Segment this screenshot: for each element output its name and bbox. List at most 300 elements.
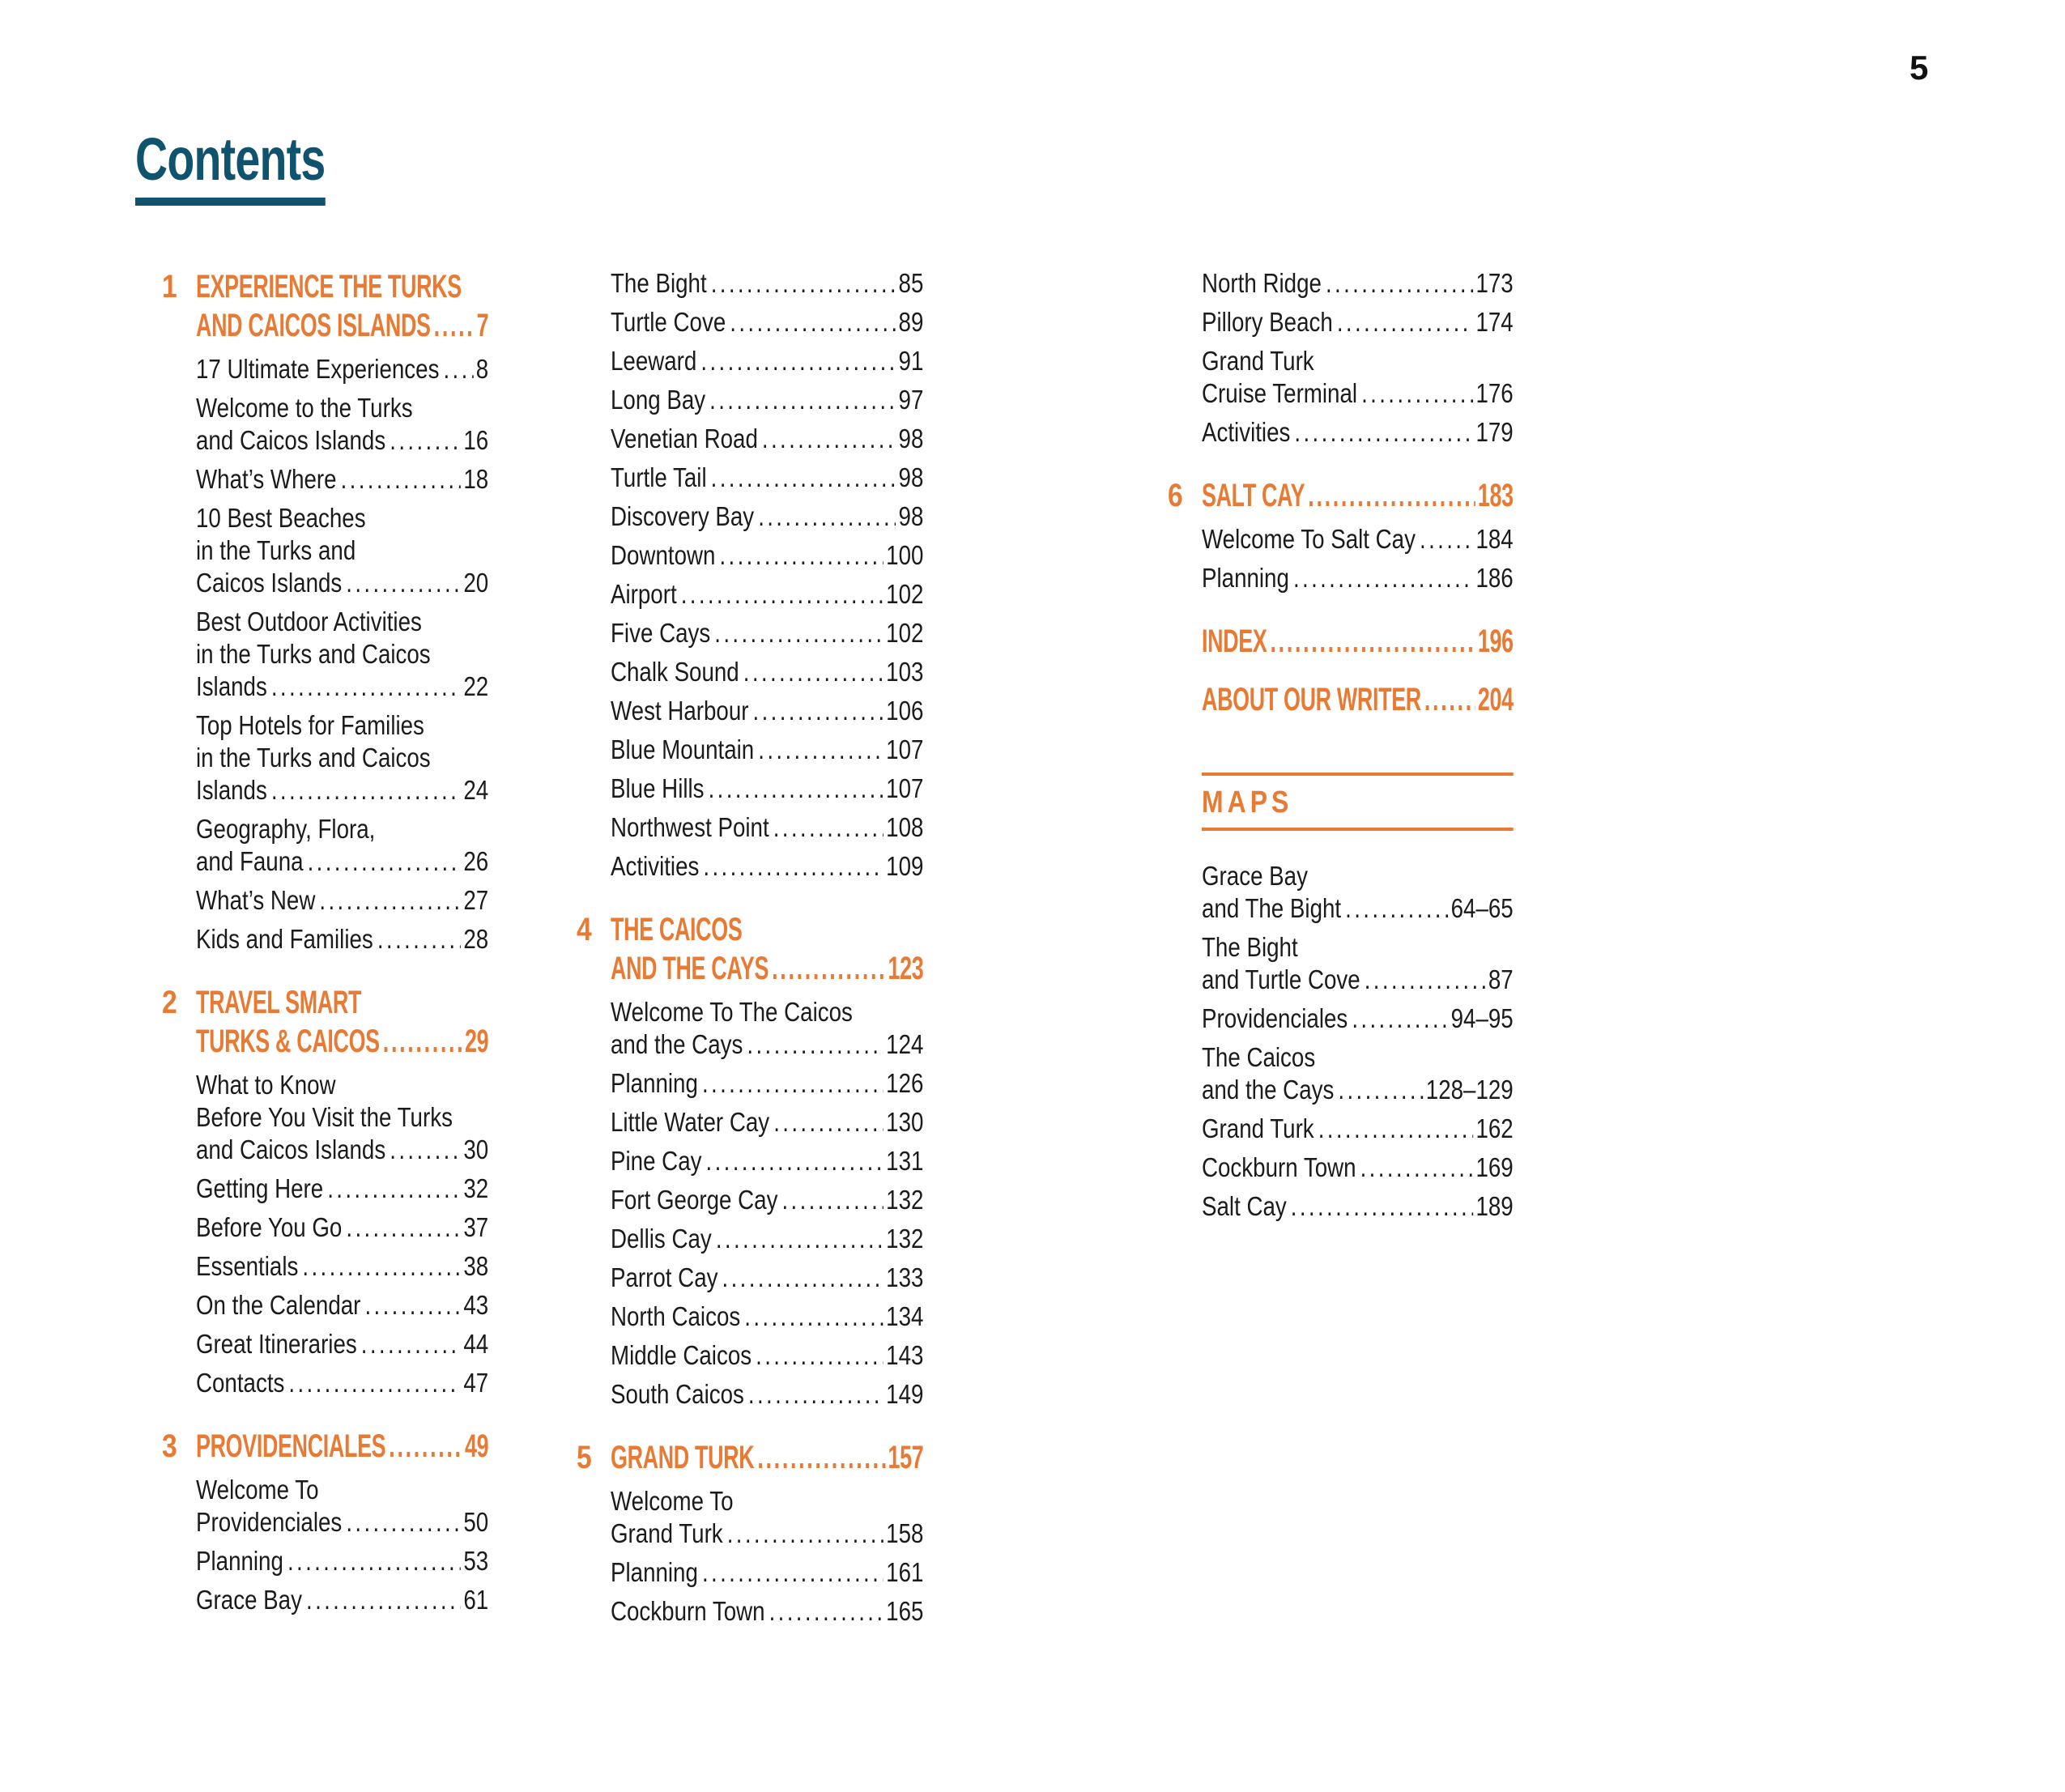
toc-entry: [162, 1584, 488, 1616]
dot-leader: [758, 500, 896, 533]
chapter-label: AND THE CAYS: [611, 951, 769, 986]
entry-line: [611, 773, 923, 805]
entry-line: [1202, 1151, 1514, 1184]
chapter-title-line: [611, 1438, 923, 1477]
entry-line: [611, 811, 923, 844]
dot-leader: [390, 1134, 461, 1166]
dot-leader: [1338, 1074, 1423, 1106]
toc-entry: [1168, 267, 1514, 300]
entry-page: 98: [898, 462, 924, 492]
entry-page: 179: [1475, 417, 1514, 447]
entry-label: Cruise Terminal: [1202, 378, 1358, 408]
map-entry: [1202, 1002, 1514, 1035]
toc-entry: [577, 1106, 923, 1139]
entry-label: Planning: [611, 1068, 698, 1098]
entry-label: Northwest Point: [611, 812, 769, 842]
entry-label: 17 Ultimate Experiences: [196, 354, 440, 384]
toc-entry: [577, 1595, 923, 1628]
chapter-line: [1202, 476, 1514, 515]
dot-leader: [1293, 562, 1473, 594]
chapter-label: TURKS & CAICOS: [196, 1024, 380, 1059]
entry-label: Pillory Beach: [1202, 307, 1333, 337]
dot-leader: [714, 617, 883, 649]
dot-leader: [377, 923, 461, 956]
chapter-line: [611, 1438, 923, 1477]
entry-line: [611, 1556, 923, 1589]
entry-label: Planning: [1202, 563, 1289, 593]
toc-entry: [577, 734, 923, 766]
dot-leader: [346, 567, 461, 599]
entry-line: Welcome To: [196, 1475, 319, 1505]
chapter-heading: [162, 267, 488, 345]
toc-entry: [577, 1184, 923, 1216]
toc-entry: [577, 1378, 923, 1411]
entry-line: Grace Bay: [1202, 861, 1308, 891]
dot-leader: [361, 1328, 461, 1360]
entry-page: 162: [1475, 1113, 1514, 1143]
chapter-page: 204: [1477, 682, 1514, 717]
entry-line: [611, 1339, 923, 1372]
toc-entry: [1168, 345, 1514, 410]
entry-label: Activities: [1202, 417, 1291, 447]
chapter-number: 3: [162, 1428, 177, 1464]
dot-leader: [709, 773, 883, 805]
dot-leader: [346, 1211, 461, 1244]
toc-entry: [162, 1545, 488, 1577]
entry-line: [611, 1223, 923, 1255]
entry-line: [1202, 964, 1514, 996]
entry-page: 98: [898, 501, 924, 531]
entry-line: Top Hotels for Families: [196, 710, 424, 740]
entry-line: [1202, 523, 1514, 555]
entry-line: Welcome To: [611, 1486, 734, 1516]
entry-label: Islands: [196, 775, 267, 805]
dot-leader: [722, 1262, 883, 1294]
entry-line: in the Turks and Caicos: [196, 639, 431, 669]
chapter-block: [577, 1438, 923, 1628]
entry-label: Pine Cay: [611, 1146, 702, 1176]
entry-label: Welcome To Salt Cay: [1202, 524, 1416, 554]
entry-label: Salt Cay: [1202, 1191, 1287, 1221]
dot-leader: [434, 306, 475, 345]
entry-label: Airport: [611, 579, 677, 609]
entry-label: Blue Mountain: [611, 734, 755, 764]
entry-line: Geography, Flora,: [196, 814, 376, 844]
entry-label: Five Cays: [611, 618, 711, 648]
entry-label: Discovery Bay: [611, 501, 755, 531]
toc-entry: [162, 353, 488, 385]
entry-page: 102: [886, 579, 924, 609]
chapter-block: [162, 983, 488, 1399]
entry-line: [196, 670, 488, 703]
entry-line: [611, 850, 923, 883]
entry-page: 107: [886, 773, 924, 803]
chapter-page: 7: [476, 308, 489, 343]
toc-entry: [162, 1289, 488, 1322]
entry-page: 173: [1475, 268, 1514, 298]
entry-page: 43: [463, 1290, 489, 1320]
entry-page: 64–65: [1450, 893, 1514, 923]
entry-label: Grand Turk: [611, 1518, 723, 1548]
entry-line: [1202, 416, 1514, 449]
toc-entry: [1168, 416, 1514, 449]
dot-leader: [758, 734, 883, 766]
chapter-title-line: [1202, 680, 1514, 719]
chapter-heading: [1168, 680, 1514, 719]
dot-leader: [271, 670, 461, 703]
dot-leader: [1326, 267, 1473, 300]
entry-line: [611, 1300, 923, 1333]
entry-page: 27: [463, 885, 489, 915]
toc-entry: [577, 656, 923, 688]
entry-label: Long Bay: [611, 385, 706, 415]
toc-column: [1168, 267, 1514, 1223]
entry-page: 174: [1475, 307, 1514, 337]
entry-label: Planning: [611, 1557, 698, 1587]
toc-entry: [162, 1328, 488, 1360]
dot-leader: [288, 1367, 461, 1399]
entry-line: [611, 1067, 923, 1100]
dot-leader: [308, 845, 461, 878]
maps-header: [1202, 773, 1514, 831]
entry-line: [611, 306, 923, 338]
chapter-number: 2: [162, 985, 177, 1020]
toc-entry: [162, 1367, 488, 1399]
toc-entry: [162, 813, 488, 878]
entry-label: Getting Here: [196, 1173, 324, 1203]
toc-entry: [162, 884, 488, 917]
toc-column: [577, 267, 923, 1628]
entry-line: [196, 1367, 488, 1399]
toc-entry: [577, 500, 923, 533]
chapter-title-line: [196, 1427, 488, 1466]
entry-page: 134: [886, 1301, 924, 1331]
entry-label: Turtle Cove: [611, 307, 726, 337]
dot-leader: [1365, 964, 1486, 996]
dot-leader: [762, 423, 896, 455]
chapter-number: 5: [577, 1440, 592, 1475]
dot-leader: [1361, 377, 1473, 410]
page-title: [135, 126, 389, 206]
entry-page: 133: [886, 1262, 924, 1292]
toc-entry: [577, 850, 923, 883]
entry-label: Cockburn Town: [611, 1596, 765, 1626]
entry-page: 131: [886, 1146, 924, 1176]
entry-group: [577, 267, 923, 883]
chapter-label: INDEX: [1202, 624, 1267, 659]
entry-line: in the Turks and: [196, 535, 356, 565]
dot-leader: [346, 1506, 461, 1539]
entry-line: [196, 463, 488, 496]
entry-line: [196, 1211, 488, 1244]
dot-leader: [341, 463, 461, 496]
entry-page: 161: [886, 1557, 924, 1587]
chapter-title-line: [1202, 622, 1514, 661]
entry-page: 22: [463, 671, 489, 701]
maps-list: [1202, 860, 1514, 1223]
toc-entry: [577, 773, 923, 805]
entry-page: 126: [886, 1068, 924, 1098]
dot-leader: [727, 1517, 883, 1550]
entry-label: Dellis Cay: [611, 1224, 712, 1254]
entry-page: 97: [898, 385, 924, 415]
toc-entry: [577, 578, 923, 611]
entry-label: North Ridge: [1202, 268, 1322, 298]
dot-leader: [716, 1223, 883, 1255]
toc-entry: [162, 1069, 488, 1166]
entry-line: [611, 539, 923, 572]
chapter-label: PROVIDENCIALES: [196, 1428, 386, 1464]
entry-page: 165: [886, 1596, 924, 1626]
dot-leader: [706, 1145, 883, 1177]
dot-leader: [772, 949, 886, 988]
toc-entry: [162, 502, 488, 599]
entry-label: Activities: [611, 851, 700, 881]
entry-page: 61: [463, 1585, 489, 1615]
chapter-heading: [162, 983, 488, 1061]
entry-page: 87: [1488, 964, 1514, 994]
dot-leader: [319, 884, 461, 917]
toc-entry: [577, 539, 923, 572]
entry-page: 169: [1475, 1152, 1514, 1182]
entry-line: The Caicos: [1202, 1042, 1316, 1072]
chapter-page: 183: [1477, 478, 1514, 513]
dot-leader: [757, 1438, 886, 1477]
entry-page: 108: [886, 812, 924, 842]
entry-label: Kids and Families: [196, 924, 373, 954]
entry-label: Chalk Sound: [611, 657, 739, 687]
entry-page: 176: [1475, 378, 1514, 408]
maps-section: [1202, 773, 1514, 1223]
dot-leader: [327, 1173, 461, 1205]
dot-leader: [1294, 416, 1473, 449]
chapter-title-line: [611, 949, 923, 988]
chapter-line: [1202, 622, 1514, 661]
entry-label: Essentials: [196, 1251, 299, 1281]
entry-page: 89: [898, 307, 924, 337]
entry-line: [1202, 377, 1514, 410]
entry-label: Turtle Tail: [611, 462, 707, 492]
toc-entry: [577, 423, 923, 455]
chapter-page: 196: [1477, 624, 1514, 659]
entry-page: 53: [463, 1546, 489, 1576]
dot-leader: [773, 811, 883, 844]
page-number: 5: [1910, 49, 1929, 87]
map-entry: [1202, 1151, 1514, 1184]
entry-line: Before You Visit the Turks: [196, 1102, 453, 1132]
entry-line: [196, 424, 488, 457]
entry-line: [1202, 1190, 1514, 1223]
chapter-title-line: [1202, 476, 1514, 515]
toc-entry: [577, 1262, 923, 1294]
chapter-heading: [577, 910, 923, 988]
entry-line: [196, 1506, 488, 1539]
entry-label: Downtown: [611, 540, 716, 570]
dot-leader: [1360, 1151, 1474, 1184]
toc-entry: [162, 1211, 488, 1244]
entry-line: [611, 656, 923, 688]
entry-label: South Caicos: [611, 1379, 744, 1409]
toc-entry: [577, 306, 923, 338]
entry-line: [1202, 306, 1514, 338]
chapter-block: [162, 267, 488, 956]
entry-label: and Caicos Islands: [196, 1134, 386, 1164]
entry-line: [196, 1134, 488, 1166]
entry-page: 85: [898, 268, 924, 298]
entry-label: Providenciales: [196, 1507, 343, 1537]
entry-label: Providenciales: [1202, 1003, 1348, 1033]
entry-label: Planning: [196, 1546, 283, 1576]
entry-line: [611, 1145, 923, 1177]
dot-leader: [744, 1300, 883, 1333]
entry-group: [1168, 267, 1514, 449]
entry-line: [1202, 1074, 1514, 1106]
entry-page: 20: [463, 568, 489, 598]
entry-page: 149: [886, 1379, 924, 1409]
entry-label: Parrot Cay: [611, 1262, 718, 1292]
entry-line: [1202, 892, 1514, 925]
chapter-line: [196, 1022, 488, 1061]
entry-line: [611, 578, 923, 611]
entry-label: Blue Hills: [611, 773, 705, 803]
entry-label: and the Cays: [611, 1029, 743, 1059]
map-entry: [1202, 931, 1514, 996]
toc-entry: [577, 384, 923, 416]
chapter-block: [577, 910, 923, 1411]
entry-label: and The Bight: [1202, 893, 1342, 923]
entry-line: The Bight: [1202, 932, 1298, 962]
chapter-page: 157: [888, 1440, 924, 1475]
maps-title: MAPS: [1202, 785, 1293, 819]
chapter-line: [611, 949, 923, 988]
entry-page: 38: [463, 1251, 489, 1281]
entry-line: [196, 1584, 488, 1616]
backmatter-heading: [1168, 680, 1514, 719]
entry-page: 102: [886, 618, 924, 648]
chapter-label: ABOUT OUR WRITER: [1202, 682, 1421, 717]
entry-line: [611, 1517, 923, 1550]
toc-entry: [577, 617, 923, 649]
chapter-page: 29: [464, 1024, 489, 1059]
dot-leader: [702, 1067, 883, 1100]
toc-entry: [162, 1474, 488, 1539]
entry-page: 8: [475, 354, 489, 384]
dot-leader: [769, 1595, 883, 1628]
dot-leader: [711, 462, 896, 494]
entry-line: [196, 884, 488, 917]
chapter-heading: [162, 1427, 488, 1466]
toc-entry: [577, 1485, 923, 1550]
toc-entry: [577, 1556, 923, 1589]
chapter-line: [196, 306, 488, 345]
dot-leader: [719, 539, 883, 572]
entry-label: What’s New: [196, 885, 316, 915]
chapter-heading: [577, 1438, 923, 1477]
entry-page: 132: [886, 1185, 924, 1215]
map-entry: [1202, 860, 1514, 925]
toc-entry: [577, 1145, 923, 1177]
entry-line: [196, 774, 488, 807]
entry-line: [611, 734, 923, 766]
dot-leader: [287, 1545, 461, 1577]
entry-line: [196, 923, 488, 956]
dot-leader: [1318, 1113, 1473, 1145]
entry-line: [611, 1595, 923, 1628]
entry-page: 130: [886, 1107, 924, 1137]
dot-leader: [306, 1584, 461, 1616]
entry-label: Grace Bay: [196, 1585, 302, 1615]
dot-leader: [1291, 1190, 1473, 1223]
entry-page: 44: [463, 1329, 489, 1359]
entry-line: [611, 1028, 923, 1061]
toc-entry: [577, 267, 923, 300]
entry-page: 16: [463, 425, 489, 455]
entry-line: [1202, 562, 1514, 594]
chapter-title-line: TRAVEL SMART: [196, 985, 362, 1020]
toc-entry: [162, 392, 488, 457]
dot-leader: [1352, 1002, 1448, 1035]
entry-line: What to Know: [196, 1070, 336, 1100]
dot-leader: [748, 1378, 883, 1411]
toc-column: [162, 267, 488, 1616]
toc-entry: [577, 695, 923, 727]
dot-leader: [443, 353, 473, 385]
chapter-line: [196, 1427, 488, 1466]
chapter-heading: [1168, 476, 1514, 515]
entry-line: [1202, 267, 1514, 300]
entry-label: West Harbour: [611, 696, 749, 726]
entry-page: 26: [463, 846, 489, 876]
toc-entry: [577, 462, 923, 494]
dot-leader: [364, 1289, 461, 1322]
chapter-line: [1202, 680, 1514, 719]
entry-page: 103: [886, 657, 924, 687]
toc-entry: [1168, 306, 1514, 338]
entry-label: Caicos Islands: [196, 568, 343, 598]
dot-leader: [711, 267, 896, 300]
entry-page: 50: [463, 1507, 489, 1537]
entry-page: 107: [886, 734, 924, 764]
toc-entry: [577, 1223, 923, 1255]
entry-page: 158: [886, 1518, 924, 1548]
entry-page: 98: [898, 424, 924, 453]
chapter-title-line: [196, 306, 488, 345]
toc-entry: [577, 811, 923, 844]
dot-leader: [390, 424, 461, 457]
entry-line: [611, 384, 923, 416]
toc-entry: [577, 1339, 923, 1372]
entry-line: [196, 1250, 488, 1283]
dot-leader: [383, 1022, 462, 1061]
dot-leader: [302, 1250, 461, 1283]
entry-line: [611, 1262, 923, 1294]
entry-label: Middle Caicos: [611, 1340, 752, 1370]
entry-label: and Turtle Cove: [1202, 964, 1360, 994]
entry-line: [611, 500, 923, 533]
page-title-text: Contents: [135, 130, 325, 206]
entry-label: What’s Where: [196, 464, 337, 494]
entry-line: [196, 353, 488, 385]
chapter-title-line: [196, 1022, 488, 1061]
entry-label: Grand Turk: [1202, 1113, 1314, 1143]
entry-label: North Caicos: [611, 1301, 741, 1331]
dot-leader: [743, 656, 883, 688]
entry-line: Best Outdoor Activities: [196, 607, 422, 636]
map-entry: [1202, 1113, 1514, 1145]
entry-line: [611, 267, 923, 300]
entry-line: Welcome To The Caicos: [611, 997, 853, 1027]
toc-entry: [162, 1250, 488, 1283]
